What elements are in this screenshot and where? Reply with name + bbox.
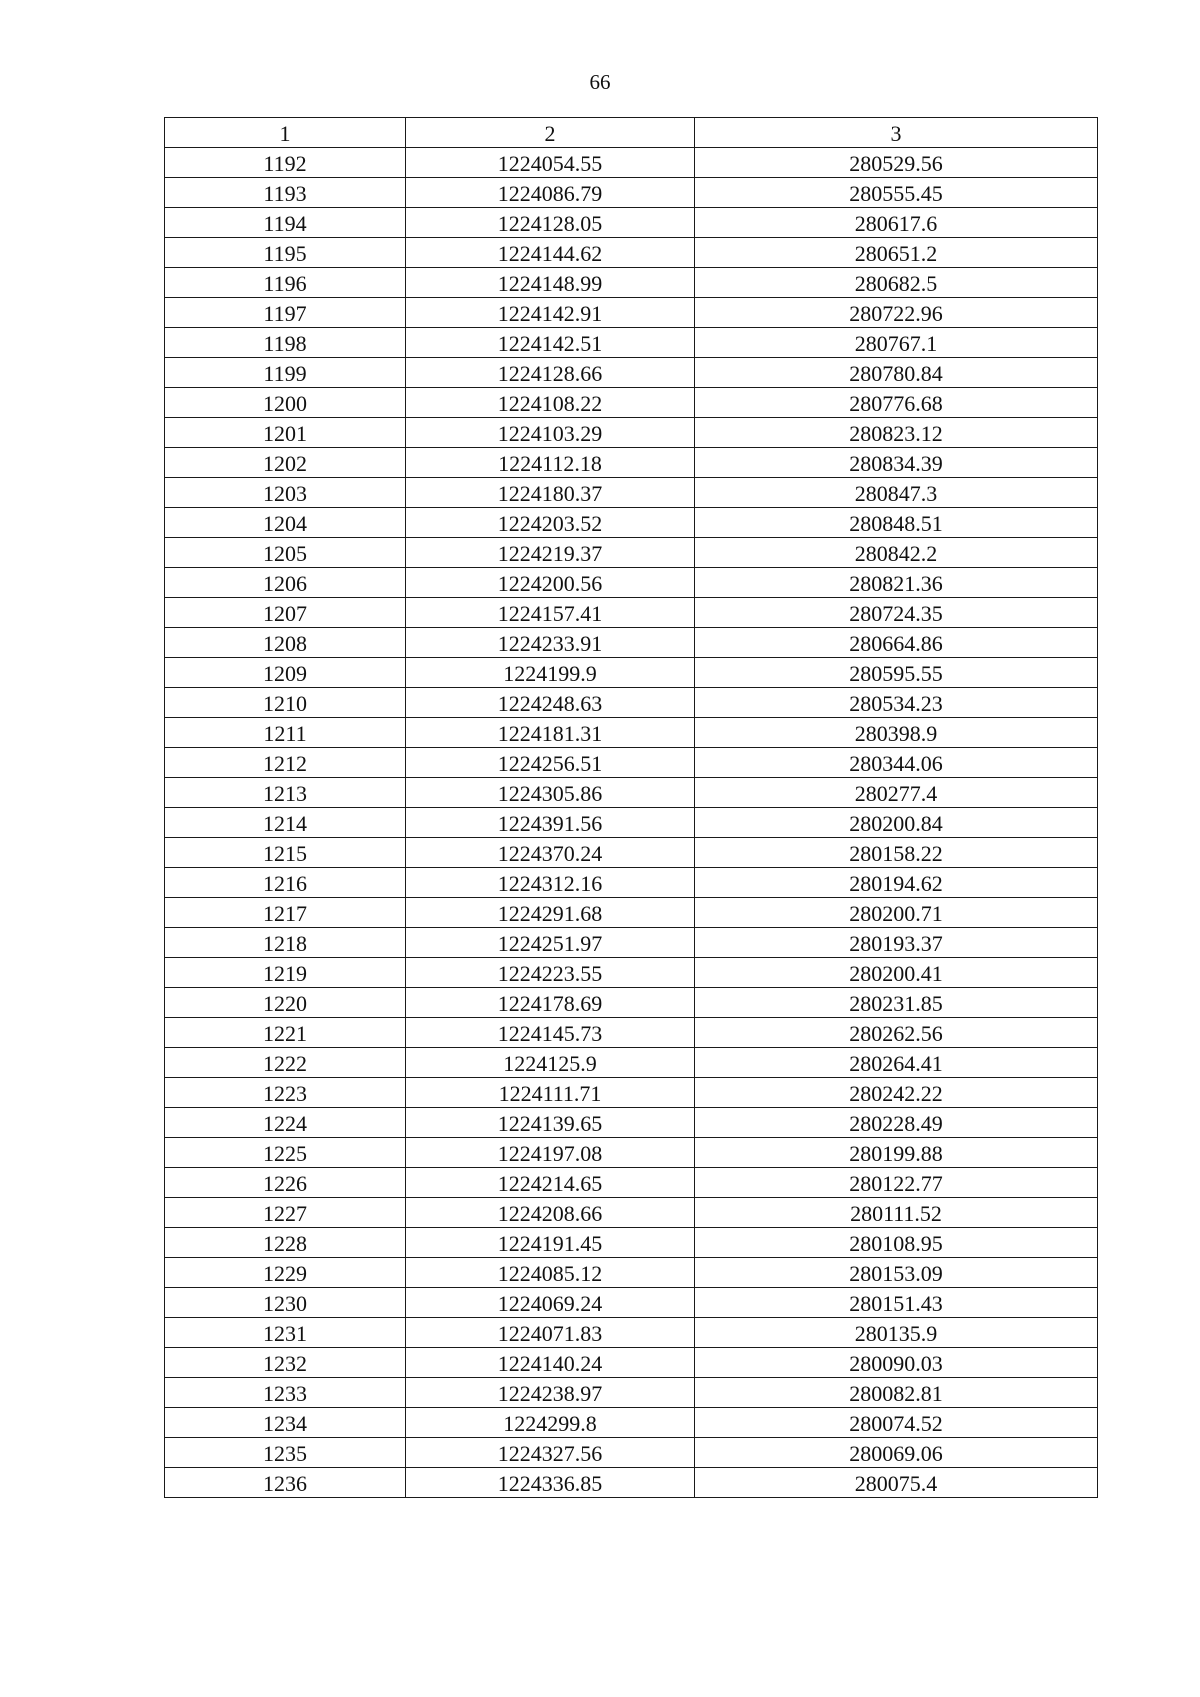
table-cell-col2: 1224238.97 [406, 1378, 695, 1408]
table-cell-col2: 1224139.65 [406, 1108, 695, 1138]
table-cell-col1: 1199 [165, 358, 406, 388]
table-cell-col3: 280194.62 [695, 868, 1098, 898]
table-cell-col3: 280158.22 [695, 838, 1098, 868]
table-cell-col3: 280231.85 [695, 988, 1098, 1018]
table-body [165, 148, 1098, 1498]
table-cell-col3: 280200.84 [695, 808, 1098, 838]
table-cell-col3: 280074.52 [695, 1408, 1098, 1438]
table-cell-col3: 280651.2 [695, 238, 1098, 268]
table-cell-col1: 1222 [165, 1048, 406, 1078]
table-row [165, 1468, 1098, 1498]
table-cell-col1: 1198 [165, 328, 406, 358]
table-cell-col3: 280724.35 [695, 598, 1098, 628]
table-cell-col2: 1224391.56 [406, 808, 695, 838]
table-cell-col2: 1224111.71 [406, 1078, 695, 1108]
table-cell-col3: 280529.56 [695, 148, 1098, 178]
table-cell-col2: 1224180.37 [406, 478, 695, 508]
table-cell-col1: 1217 [165, 898, 406, 928]
page-number: 66 [589, 70, 611, 94]
table-row [165, 598, 1098, 628]
table-cell-col3: 280534.23 [695, 688, 1098, 718]
header-row [165, 118, 1098, 148]
table-row [165, 958, 1098, 988]
table-cell-col1: 1206 [165, 568, 406, 598]
table-cell-col3: 280842.2 [695, 538, 1098, 568]
table-row [165, 178, 1098, 208]
table-cell-col3: 280090.03 [695, 1348, 1098, 1378]
table-cell-col1: 1195 [165, 238, 406, 268]
table-row [165, 1198, 1098, 1228]
table-cell-col1: 1203 [165, 478, 406, 508]
table-row [165, 778, 1098, 808]
table-row [165, 628, 1098, 658]
table-cell-col1: 1196 [165, 268, 406, 298]
table-cell-col2: 1224370.24 [406, 838, 695, 868]
table-cell-col3: 280200.71 [695, 898, 1098, 928]
table-cell-col1: 1209 [165, 658, 406, 688]
table-cell-col1: 1201 [165, 418, 406, 448]
table-cell-col3: 280082.81 [695, 1378, 1098, 1408]
table-cell-col3: 280075.4 [695, 1468, 1098, 1498]
table-cell-col2: 1224148.99 [406, 268, 695, 298]
table-row [165, 358, 1098, 388]
table-cell-col1: 1204 [165, 508, 406, 538]
table-cell-col2: 1224112.18 [406, 448, 695, 478]
table-row [165, 808, 1098, 838]
table-cell-col2: 1224144.62 [406, 238, 695, 268]
table-row [165, 478, 1098, 508]
table-row [165, 658, 1098, 688]
table-cell-col2: 1224197.08 [406, 1138, 695, 1168]
table-cell-col1: 1228 [165, 1228, 406, 1258]
table-cell-col1: 1213 [165, 778, 406, 808]
table-row [165, 208, 1098, 238]
table-cell-col1: 1223 [165, 1078, 406, 1108]
table-cell-col2: 1224200.56 [406, 568, 695, 598]
table-cell-col1: 1208 [165, 628, 406, 658]
table-cell-col1: 1216 [165, 868, 406, 898]
table-cell-col2: 1224248.63 [406, 688, 695, 718]
table-row [165, 838, 1098, 868]
table-cell-col1: 1224 [165, 1108, 406, 1138]
table-cell-col3: 280228.49 [695, 1108, 1098, 1138]
table-row [165, 448, 1098, 478]
table-cell-col3: 280199.88 [695, 1138, 1098, 1168]
table-cell-col2: 1224256.51 [406, 748, 695, 778]
table-cell-col1: 1231 [165, 1318, 406, 1348]
table-cell-col1: 1197 [165, 298, 406, 328]
table-cell-col1: 1225 [165, 1138, 406, 1168]
table-cell-col2: 1224191.45 [406, 1228, 695, 1258]
table-row [165, 1348, 1098, 1378]
table-cell-col2: 1224178.69 [406, 988, 695, 1018]
table-row [165, 928, 1098, 958]
table-cell-col3: 280722.96 [695, 298, 1098, 328]
table-cell-col1: 1210 [165, 688, 406, 718]
table-cell-col2: 1224208.66 [406, 1198, 695, 1228]
table-row [165, 328, 1098, 358]
table-row [165, 1288, 1098, 1318]
table-cell-col3: 280767.1 [695, 328, 1098, 358]
table-cell-col2: 1224312.16 [406, 868, 695, 898]
table-cell-col2: 1224125.9 [406, 1048, 695, 1078]
table-row [165, 1078, 1098, 1108]
table-row [165, 688, 1098, 718]
table-cell-col2: 1224327.56 [406, 1438, 695, 1468]
table-cell-col2: 1224054.55 [406, 148, 695, 178]
table-row [165, 1258, 1098, 1288]
table-row [165, 538, 1098, 568]
table-cell-col2: 1224157.41 [406, 598, 695, 628]
table-cell-col1: 1233 [165, 1378, 406, 1408]
table-cell-col1: 1193 [165, 178, 406, 208]
table-cell-col1: 1207 [165, 598, 406, 628]
table-cell-col2: 1224299.8 [406, 1408, 695, 1438]
table-row [165, 868, 1098, 898]
table-cell-col1: 1220 [165, 988, 406, 1018]
table-cell-col3: 280153.09 [695, 1258, 1098, 1288]
table-cell-col3: 280264.41 [695, 1048, 1098, 1078]
table-cell-col1: 1205 [165, 538, 406, 568]
column-header-1: 1 [165, 118, 406, 148]
table-cell-col3: 280122.77 [695, 1168, 1098, 1198]
table-row [165, 1168, 1098, 1198]
table-cell-col2: 1224336.85 [406, 1468, 695, 1498]
table-cell-col3: 280108.95 [695, 1228, 1098, 1258]
table-row [165, 508, 1098, 538]
table-cell-col2: 1224071.83 [406, 1318, 695, 1348]
table-header [165, 118, 1098, 148]
table-row [165, 1408, 1098, 1438]
table-cell-col3: 280193.37 [695, 928, 1098, 958]
table-row [165, 388, 1098, 418]
table-row [165, 568, 1098, 598]
table-row [165, 1108, 1098, 1138]
table-cell-col1: 1211 [165, 718, 406, 748]
table-cell-col2: 1224108.22 [406, 388, 695, 418]
table-cell-col2: 1224142.91 [406, 298, 695, 328]
table-cell-col3: 280111.52 [695, 1198, 1098, 1228]
table-cell-col3: 280555.45 [695, 178, 1098, 208]
table-row [165, 268, 1098, 298]
table-cell-col3: 280262.56 [695, 1018, 1098, 1048]
table-cell-col3: 280398.9 [695, 718, 1098, 748]
table-cell-col2: 1224223.55 [406, 958, 695, 988]
table-cell-col1: 1202 [165, 448, 406, 478]
table-row [165, 748, 1098, 778]
table-row [165, 1138, 1098, 1168]
table-cell-col2: 1224145.73 [406, 1018, 695, 1048]
table-cell-col2: 1224214.65 [406, 1168, 695, 1198]
table-row [165, 1318, 1098, 1348]
table-cell-col3: 280069.06 [695, 1438, 1098, 1468]
table-cell-col1: 1232 [165, 1348, 406, 1378]
table-cell-col3: 280200.41 [695, 958, 1098, 988]
table-row [165, 298, 1098, 328]
table-cell-col3: 280664.86 [695, 628, 1098, 658]
table-cell-col3: 280617.6 [695, 208, 1098, 238]
table-cell-col1: 1229 [165, 1258, 406, 1288]
table-cell-col1: 1236 [165, 1468, 406, 1498]
table-cell-col3: 280780.84 [695, 358, 1098, 388]
table-row [165, 238, 1098, 268]
table-row [165, 148, 1098, 178]
table-cell-col1: 1221 [165, 1018, 406, 1048]
table-cell-col2: 1224251.97 [406, 928, 695, 958]
table-cell-col2: 1224181.31 [406, 718, 695, 748]
table-cell-col3: 280135.9 [695, 1318, 1098, 1348]
table-cell-col1: 1194 [165, 208, 406, 238]
table-cell-col2: 1224219.37 [406, 538, 695, 568]
table-row [165, 1228, 1098, 1258]
table-cell-col1: 1214 [165, 808, 406, 838]
table-cell-col2: 1224069.24 [406, 1288, 695, 1318]
table-row [165, 1048, 1098, 1078]
table-cell-col3: 280595.55 [695, 658, 1098, 688]
table-cell-col3: 280344.06 [695, 748, 1098, 778]
table-cell-col1: 1226 [165, 1168, 406, 1198]
table-cell-col1: 1227 [165, 1198, 406, 1228]
table-cell-col1: 1219 [165, 958, 406, 988]
table-cell-col2: 1224128.05 [406, 208, 695, 238]
table-cell-col3: 280834.39 [695, 448, 1098, 478]
table-cell-col1: 1218 [165, 928, 406, 958]
table-cell-col3: 280823.12 [695, 418, 1098, 448]
table-cell-col2: 1224203.52 [406, 508, 695, 538]
table-row [165, 418, 1098, 448]
column-header-3: 3 [695, 118, 1098, 148]
table-cell-col2: 1224233.91 [406, 628, 695, 658]
table-cell-col3: 280848.51 [695, 508, 1098, 538]
table-cell-col1: 1215 [165, 838, 406, 868]
table-cell-col2: 1224199.9 [406, 658, 695, 688]
table-cell-col2: 1224140.24 [406, 1348, 695, 1378]
table-cell-col2: 1224305.86 [406, 778, 695, 808]
table-row [165, 898, 1098, 928]
table-cell-col3: 280682.5 [695, 268, 1098, 298]
table-cell-col3: 280847.3 [695, 478, 1098, 508]
table-row [165, 1018, 1098, 1048]
table-cell-col1: 1212 [165, 748, 406, 778]
coordinates-table [164, 117, 1098, 1498]
table-cell-col2: 1224142.51 [406, 328, 695, 358]
table-row [165, 1378, 1098, 1408]
table-cell-col3: 280776.68 [695, 388, 1098, 418]
table-cell-col1: 1192 [165, 148, 406, 178]
table-cell-col3: 280277.4 [695, 778, 1098, 808]
table-cell-col3: 280151.43 [695, 1288, 1098, 1318]
table-cell-col2: 1224086.79 [406, 178, 695, 208]
table-row [165, 988, 1098, 1018]
table-cell-col3: 280821.36 [695, 568, 1098, 598]
table-cell-col3: 280242.22 [695, 1078, 1098, 1108]
table-cell-col1: 1200 [165, 388, 406, 418]
table-cell-col2: 1224128.66 [406, 358, 695, 388]
table-cell-col1: 1230 [165, 1288, 406, 1318]
table-cell-col2: 1224291.68 [406, 898, 695, 928]
table-cell-col1: 1235 [165, 1438, 406, 1468]
column-header-2: 2 [406, 118, 695, 148]
table-cell-col2: 1224085.12 [406, 1258, 695, 1288]
table-row [165, 718, 1098, 748]
table-row [165, 1438, 1098, 1468]
table-cell-col2: 1224103.29 [406, 418, 695, 448]
table-cell-col1: 1234 [165, 1408, 406, 1438]
